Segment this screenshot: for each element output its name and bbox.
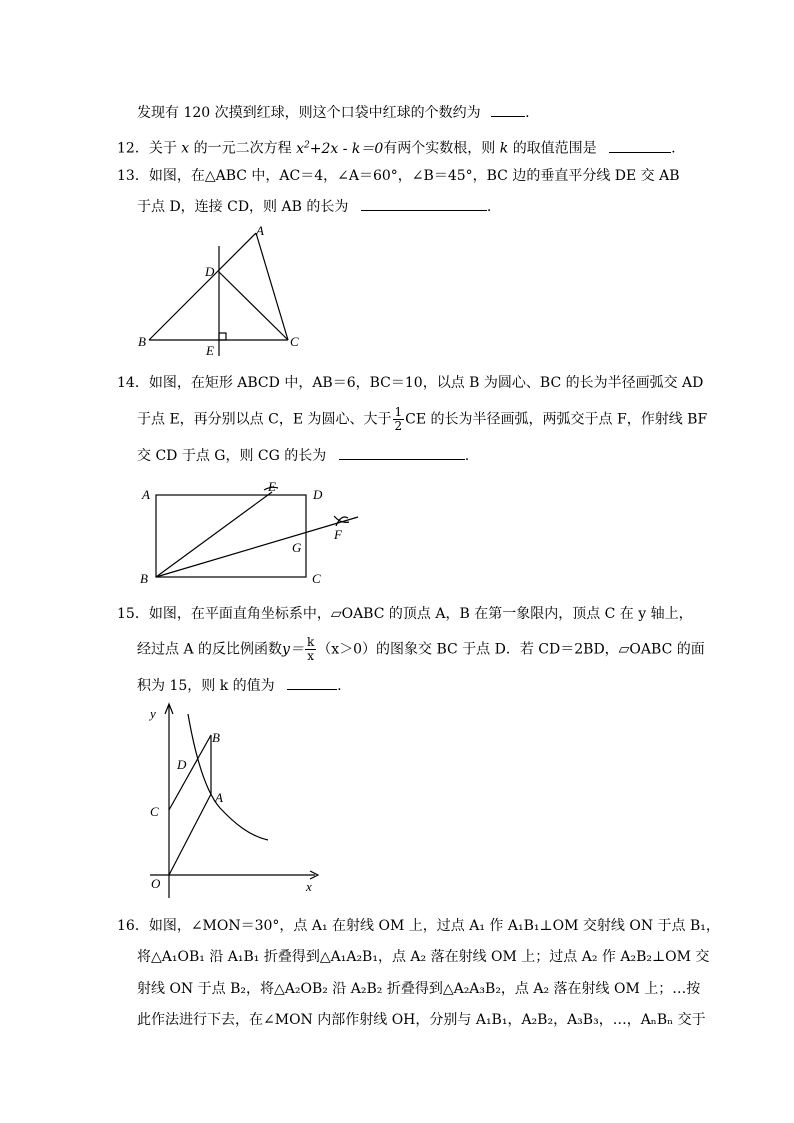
question-number: 13． [117,168,149,184]
question-12: 12．关于 x 的一元二次方程 $x^2+2x - k=0$有两个实数根，则 k 的取值范围是 . [117,140,676,157]
fraction-k-over-x: $\frac{k}{x}$ [306,635,315,663]
label-e: E [268,479,276,494]
question-14-line1: 14．如图，在矩形 ABCD 中，AB＝6，BC＝10，以点 B 为圆心、BC 的长为半径画弧交 AD [117,375,704,391]
question-13-line2: 于点 D，连接 CD，则 AB 的长为 . [137,199,492,215]
question-15-line3: 积为 15，则 k 的值为 . [137,678,342,694]
segment-oa [169,794,211,875]
segment-be [156,492,272,577]
question-14-line2: 于点 E，再分别以点 C，E 为圆心、大于 $\frac{1}{2}$ CE 的长为半径画弧，两弧交于点 F，作射线 BF [137,405,708,433]
question-16-line4: 此作法进行下去，在∠MON 内部作射线 OH，分别与 A₁B₁，A₂B₂，A₃B₃，…，AₙBₙ 交于 [137,1012,706,1028]
fraction-one-half: $\frac{1}{2}$ [394,405,403,433]
q15-answer-blank[interactable] [287,676,337,690]
rectangle-abcd [156,495,306,577]
quadratic-equation: $x^2+2x - k=0$ [296,140,384,157]
label-b: B [140,571,148,586]
q14-rectangle-figure [138,480,368,590]
question-number: 14． [117,375,149,391]
question-16-line1: 16．如图，∠MON＝30°，点 A₁ 在射线 OM 上，过点 A₁ 作 A₁B₁⊥OM 交射线 ON 于点 B₁， [117,918,720,934]
label-f: F [334,527,342,542]
label-c: C [312,571,321,586]
q12-answer-blank[interactable] [609,139,671,153]
label-a: A [256,223,264,238]
ray-bf [156,517,358,577]
label-o: O [151,876,161,891]
segment-ab [149,233,256,340]
q11-continuation: 发现有 120 次摸到红球，则这个口袋中红球的个数约为 . [137,105,530,121]
label-b: B [138,334,146,349]
label-b: B [212,730,220,745]
label-x: x [306,879,312,894]
hyperbola-curve [188,714,268,840]
question-15-line2: 经过点 A 的反比例函数y＝ $\frac{k}{x}$ （x＞0）的图象交 BC 于点 D．若 CD＝2BD，▱OABC 的面 [137,635,705,663]
q13-answer-blank[interactable] [361,197,487,211]
question-number: 16． [117,918,149,934]
label-g: G [292,540,302,555]
label-a: A [142,487,150,502]
question-15-line1: 15．如图，在平面直角坐标系中，▱OABC 的顶点 A，B 在第一象限内，顶点 C 在 y 轴上， [117,606,693,622]
question-14-line3: 交 CD 于点 G，则 CG 的长为 . [137,448,470,464]
right-angle-mark [219,333,226,340]
label-c: C [290,334,299,349]
q11-answer-blank[interactable] [491,103,525,117]
label-d: D [205,264,215,279]
question-number: 12． [117,140,149,157]
q14-answer-blank[interactable] [339,446,465,460]
segment-cb [169,735,211,810]
q15-coordinate-figure [140,700,330,900]
label-a: A [215,790,223,805]
label-y: y [150,706,156,721]
question-16-line2: 将△A₁OB₁ 沿 A₁B₁ 折叠得到△A₁A₂B₁，点 A₂ 落在射线 OM 上；过点 A₂ 作 A₂B₂⊥OM 交 [137,949,710,965]
label-c: C [150,804,159,819]
q13-triangle-figure [130,222,310,362]
q11-text: 发现有 120 次摸到红球，则这个口袋中红球的个数约为 [137,105,481,121]
question-13-line1: 13．如图，在△ABC 中，AC＝4，∠A＝60°，∠B＝45°，BC 边的垂直平分线 DE 交 AB [117,168,680,184]
question-number: 15． [117,606,149,622]
label-d: D [177,757,187,772]
question-16-line3: 射线 ON 于点 B₂，将△A₂OB₂ 沿 A₂B₂ 折叠得到△A₂A₃B₂，点 A₂ 落在射线 OM 上；…按 [137,981,701,997]
label-d: D [313,487,323,502]
label-e: E [206,343,214,358]
